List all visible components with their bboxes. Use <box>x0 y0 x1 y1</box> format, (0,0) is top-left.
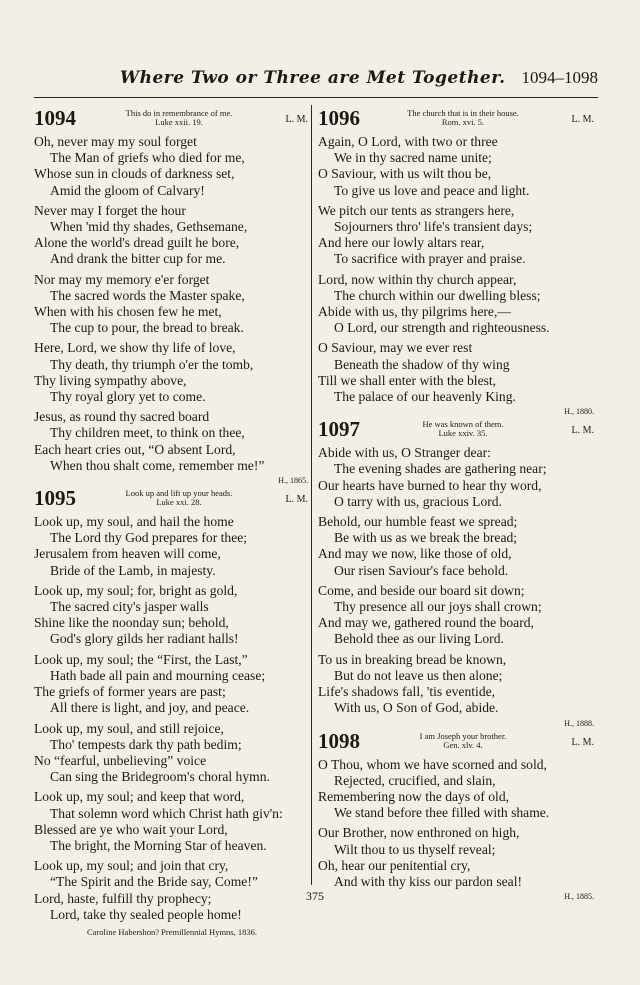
hymn-number: 1094 <box>34 106 76 130</box>
verse-line: Behold, our humble feast we spread; <box>318 514 518 530</box>
verse-line: Oh, hear our penitential cry, <box>318 857 471 873</box>
stanza <box>318 514 596 579</box>
header-rule <box>34 97 598 98</box>
column-divider <box>311 105 312 885</box>
hymn-number: 1096 <box>318 106 360 130</box>
stanza <box>318 757 596 822</box>
verse-line: Lord, take thy sealed people home! <box>50 906 242 922</box>
verse-line: All there is light, and joy, and peace. <box>50 700 250 716</box>
hymn-block <box>34 488 310 937</box>
verse-line: Bride of the Lamb, in majesty. <box>50 562 216 578</box>
verse-line: Behold thee as our living Lord. <box>334 631 504 647</box>
verse-line: The Lord thy God prepares for thee; <box>50 530 248 546</box>
hymn-meter: L. M. <box>571 425 594 437</box>
verse-line: Thy death, thy triumph o'er the tomb, <box>50 356 254 372</box>
verse-line: Thy living sympathy above, <box>34 372 187 388</box>
verse-line: Can sing the Bridegroom's choral hymn. <box>50 769 270 785</box>
verse-line: To give us love and peace and light. <box>334 182 530 198</box>
scripture-quote: The church that is in their house. <box>407 108 519 118</box>
stanza <box>34 858 310 923</box>
verse-line: To sacrifice with prayer and praise. <box>334 251 526 267</box>
verse-line: O Saviour, with us wilt thou be, <box>318 166 492 182</box>
verse-line: God's glory gilds her radiant halls! <box>50 631 239 647</box>
verse-line: The palace of our heavenly King. <box>334 389 516 405</box>
stanza <box>34 721 310 786</box>
page-header <box>120 68 598 94</box>
verse-line: The church within our dwelling bless; <box>334 287 541 303</box>
stanza <box>34 652 310 717</box>
scripture-reference: Gen. xlv. 4. <box>443 739 483 750</box>
verse-line: Tho' tempests dark thy path bedim; <box>50 736 242 752</box>
stanza <box>34 272 310 337</box>
verse-line: The griefs of former years are past; <box>34 684 226 700</box>
verse-line: The sacred words the Master spake, <box>50 287 245 303</box>
verse-line: Look up, my soul; for, bright as gold, <box>34 582 238 598</box>
hymn-number: 1097 <box>318 417 360 442</box>
verse-line: O Saviour, may we ever rest <box>318 340 473 356</box>
verse-line: “The Spirit and the Bride say, Come!” <box>50 874 258 890</box>
stanza <box>318 272 596 337</box>
verse-line: Nor may my memory e'er forget <box>34 271 210 287</box>
verse-line: Look up, my soul, and hail the home <box>34 514 234 530</box>
verse-line: Our risen Saviour's face behold. <box>334 562 509 578</box>
verse-line: The Man of griefs who died for me, <box>50 150 245 166</box>
verse-line: We stand before thee filled with shame. <box>334 805 550 821</box>
hymn-number: 1098 <box>318 728 360 753</box>
stanza <box>318 652 596 717</box>
verse-line: Rejected, crucified, and slain, <box>334 772 496 788</box>
hymn-number: 1095 <box>34 486 76 511</box>
scripture-reference: Rom. xvi. 5. <box>441 117 485 127</box>
verse-line: We pitch our tents as strangers here, <box>318 202 515 218</box>
page-number: 375 <box>306 889 324 903</box>
hymn-block <box>318 108 596 417</box>
scripture-reference: Luke xxii. 19. <box>155 117 203 127</box>
right-column <box>318 108 596 904</box>
section-title: Where Two or Three are Met Together. <box>120 68 506 88</box>
scripture-quote: Look up and lift up your heads. <box>125 488 233 499</box>
verse-line: O tarry with us, gracious Lord. <box>334 493 502 509</box>
hymn-block <box>318 728 596 903</box>
verse-line: Thy children meet, to think on thee, <box>50 425 245 441</box>
verse-line: Look up, my soul, and still rejoice, <box>34 720 224 736</box>
verse-line: Whose sun in clouds of darkness set, <box>34 166 235 182</box>
verse-line: Look up, my soul; and join that cry, <box>34 858 229 874</box>
hymn-meter: L. M. <box>285 494 308 506</box>
verse-line: And may we, gathered round the board, <box>318 615 534 631</box>
verse-line: Look up, my soul; the “First, the Last,” <box>34 651 248 667</box>
hymn-heading <box>318 419 596 443</box>
scripture-text <box>388 732 538 750</box>
stanza <box>34 789 310 854</box>
verse-line: Never may I forget the hour <box>34 202 186 218</box>
stanza <box>318 340 596 405</box>
verse-line: To us in breaking bread be known, <box>318 651 507 667</box>
verse-line: Shine like the noonday sun; behold, <box>34 615 229 631</box>
verse-line: But do not leave us then alone; <box>334 667 503 683</box>
stanza <box>318 825 596 890</box>
verse-line: When thou shalt come, remember me!” <box>50 457 265 473</box>
verse-line: When with his chosen few he met, <box>34 304 222 320</box>
verse-line: Hath bade all pain and mourning cease; <box>50 667 266 683</box>
left-column <box>34 108 310 937</box>
verse-line: Lord, haste, fulfill thy prophecy; <box>34 890 212 906</box>
verse-line: Here, Lord, we show thy life of love, <box>34 340 236 356</box>
verse-line: Our hearts have burned to hear thy word, <box>318 477 542 493</box>
verse-line: Abide with us, thy pilgrims here,— <box>318 304 511 320</box>
stanza <box>34 203 310 268</box>
hymn-attribution: H., 1865. <box>278 476 308 486</box>
scripture-quote: He was known of them. <box>422 419 504 430</box>
verse-line: Till we shall enter with the blest, <box>318 372 497 388</box>
verse-line: Sojourners thro' life's transient days; <box>334 219 533 235</box>
stanza <box>34 134 310 199</box>
hymn-heading <box>34 488 310 512</box>
verse-line: Alone the world's dread guilt he bore, <box>34 235 240 251</box>
verse-line: The cup to pour, the bread to break. <box>50 320 244 336</box>
verse-line: O Thou, whom we have scorned and sold, <box>318 756 547 772</box>
hymn-meter: L. M. <box>285 114 308 125</box>
hymn-meter: L. M. <box>571 114 594 125</box>
hymn-heading <box>318 108 596 132</box>
verse-line: With us, O Son of God, abide. <box>334 700 499 716</box>
hymn-range: 1094–1098 <box>521 68 598 87</box>
hymn-attribution: H., 1880. <box>564 407 594 417</box>
stanza <box>318 134 596 199</box>
verse-line: Look up, my soul; and keep that word, <box>34 789 245 805</box>
verse-line: Amid the gloom of Calvary! <box>50 182 205 198</box>
scripture-text <box>388 109 538 127</box>
verse-line: And here our lowly altars rear, <box>318 235 485 251</box>
verse-line: Jerusalem from heaven will come, <box>34 546 221 562</box>
verse-line: The bright, the Morning Star of heaven. <box>50 837 267 853</box>
verse-line: Oh, never may my soul forget <box>34 134 197 149</box>
hymn-block <box>318 419 596 728</box>
stanza <box>34 409 310 474</box>
hymn-meter: L. M. <box>571 736 594 748</box>
verse-line: The sacred city's jasper walls <box>50 599 209 615</box>
hymn-attribution: H., 1888. <box>564 718 594 728</box>
scripture-quote: I am Joseph your brother. <box>419 730 507 741</box>
verse-line: O Lord, our strength and righteousness. <box>334 320 550 336</box>
verse-line: Wilt thou to us thyself reveal; <box>334 841 496 857</box>
verse-line: And with thy kiss our pardon seal! <box>334 873 523 889</box>
stanza <box>318 203 596 268</box>
stanza <box>34 514 310 579</box>
scripture-reference: Luke xxiv. 35. <box>438 428 488 439</box>
verse-line: Lord, now within thy church appear, <box>318 271 517 287</box>
verse-line: Remembering now the days of old, <box>318 788 510 804</box>
stanza <box>34 583 310 648</box>
scripture-text <box>104 489 254 507</box>
verse-line: And may we now, like those of old, <box>318 546 512 562</box>
verse-line: Blessed are ye who wait your Lord, <box>34 821 228 837</box>
verse-line: The evening shades are gathering near; <box>334 461 547 477</box>
verse-line: Life's shadows fall, 'tis eventide, <box>318 684 496 700</box>
verse-line: Beneath the shadow of thy wing <box>334 356 510 372</box>
scripture-quote: This do in remembrance of me. <box>125 108 233 118</box>
verse-line: Be with us as we break the bread; <box>334 530 518 546</box>
verse-line: That solemn word which Christ hath giv'n: <box>50 805 283 821</box>
scripture-text <box>388 420 538 438</box>
hymn-credit: Caroline Habershon? Premillennial Hymns, 1836. <box>87 926 257 937</box>
hymn-attribution: H., 1885. <box>564 892 594 902</box>
verse-line: And drank the bitter cup for me. <box>50 251 226 267</box>
verse-line: Thy royal glory yet to come. <box>50 389 206 405</box>
scripture-reference: Luke xxi. 28. <box>156 497 202 508</box>
stanza <box>318 445 596 510</box>
verse-line: Come, and beside our board sit down; <box>318 582 525 598</box>
verse-line: Jesus, as round thy sacred board <box>34 409 210 425</box>
hymn-heading <box>318 728 596 755</box>
verse-line: Each heart cries out, “O absent Lord, <box>34 441 236 457</box>
stanza <box>34 340 310 405</box>
stanza <box>318 583 596 648</box>
verse-line: We in thy sacred name unite; <box>334 150 492 166</box>
verse-line: Again, O Lord, with two or three <box>318 134 498 149</box>
verse-line: No “fearful, unbelieving” voice <box>34 752 207 768</box>
hymn-heading <box>34 108 310 132</box>
verse-line: Our Brother, now enthroned on high, <box>318 825 520 841</box>
verse-line: When 'mid thy shades, Gethsemane, <box>50 219 248 235</box>
verse-line: Thy presence all our joys shall crown; <box>334 599 542 615</box>
verse-line: Abide with us, O Stranger dear: <box>318 445 491 461</box>
hymn-block <box>34 108 310 486</box>
scripture-text <box>104 109 254 127</box>
